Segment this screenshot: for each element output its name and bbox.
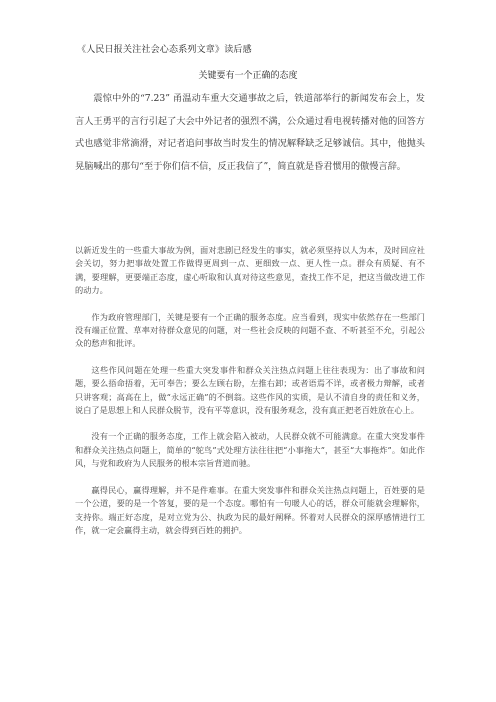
intro-section xyxy=(75,88,425,178)
body-section xyxy=(75,244,425,550)
body-paragraph-4: 没有一个正确的服务态度，工作上就会陷入被动，人民群众就不可能满意。在重大突发事件和群众关注热点问题上，简单的“鸵鸟”式处理方法往往把“小事拖大”，甚至“大事拖炸”。如此作风，与党和政府为人民服务的根本宗旨背道而驰。 xyxy=(75,431,425,469)
intro-paragraph: 震惊中外的“7.23” 甬温动车重大交通事故之后，铁道部举行的新闻发布会上，发言人王勇平的言行引起了大会中外记者的强烈不满，公众通过看电视转播对他的回答方式也感觉非常滴滑，对记者追问事故当时发生的情况解释缺乏足够诚信。其中，他抛头晃脑喊出的那句“至于你们信不信，反正我信了”，简直就是昏君惯用的傲慢言辞。 xyxy=(75,93,425,172)
body-paragraph-2: 作为政府管理部门，关键是要有一个正确的服务态度。应当看到，现实中依然存在一些部门没有端正位置、草率对待群众意见的问题，对一些社会反映的问题不查、不听甚至不允，引起公众的愁声和批评。 xyxy=(75,311,425,349)
body-paragraph-3: 这些作风问题在处理一些重大突发事件和群众关注热点问题上往往表现为：出了事故和问题，要么捂命捂着，无可奉告；要么左顾右盼，左推右卸；或者语焉不详，或者极力辩解，或者只讲客观；高高在上，做“永远正确”的不倒翁。这些作风的实质，是认不清自身的责任和义务，说白了是思想上和人民群众脱节，没有平等意识，没有服务观念，没有真正把老百姓放在心上。 xyxy=(75,364,425,416)
document-subtitle: 关键要有一个正确的态度 xyxy=(198,71,298,81)
body-paragraph-1: 以新近发生的一些重大事故为例，面对悲剧已经发生的事实，就必须坚持以人为本，及时回应社会关切，努力把事故处置工作做得更周到一点、更细致一点、更人性一点。群众有质疑、有不满，要理解，更要端正态度，虚心听取和认真对待这些意见，查找工作不足，把这当做改进工作的动力。 xyxy=(75,245,425,296)
body-paragraph-5: 赢得民心，赢得理解，并不是件难事。在重大突发事件和群众关注热点问题上，百姓要的是一个公道，要的是一个答复，要的是一个态度。哪怕有一句暖人心的话，群众可能就会理解你，支持你。端正好态度，是对立党为公、执政为民的最好阐释。怀着对人民群众的深厚感情进行工作，就一定会赢得主动，就会得到百姓的拥护。 xyxy=(75,484,425,535)
document-title: 《人民日报关注社会心态系列文章》读后感 xyxy=(77,45,252,55)
